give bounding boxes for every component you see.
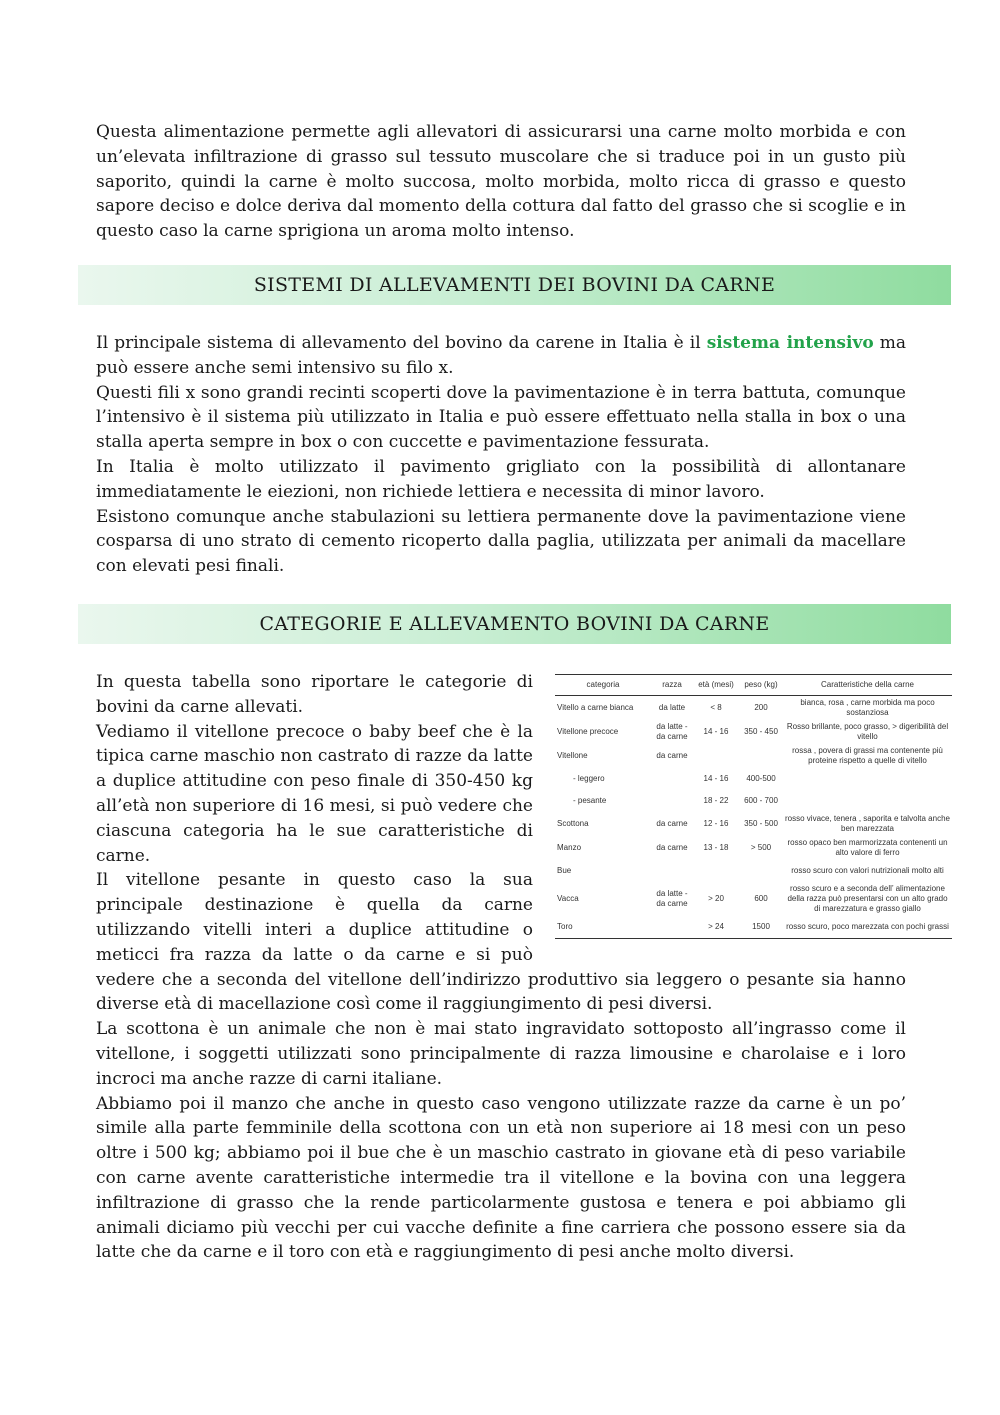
cell-peso: > 500 [750, 843, 772, 852]
cell-peso [739, 744, 783, 768]
cell-caratteristiche: bianca, rosa , carne morbida ma poco sostanziosa [800, 698, 935, 717]
cell-eta: 18 - 22 [703, 796, 729, 805]
cell-categoria: Scottona [557, 819, 589, 828]
cell-categoria: Manzo [557, 843, 582, 852]
section-heading-categorie-text: CATEGORIE E ALLEVAMENTO BOVINI DA CARNE [259, 613, 770, 635]
sistemi-paragraph-1 [96, 331, 906, 381]
cell-razza: da carne [656, 751, 688, 760]
header-eta: età (mesi) [693, 675, 739, 696]
table-row [555, 882, 952, 916]
cell-eta: 14 - 16 [703, 774, 729, 783]
cell-peso: 350 - 450 [744, 727, 778, 736]
table-row [555, 836, 952, 860]
sistemi-p1-end: ma può essere anche semi intensivo su filo x. [96, 333, 906, 378]
categories-table-wrapper [555, 674, 952, 939]
cell-eta: > 24 [693, 916, 739, 939]
cell-categoria: Vacca [557, 894, 579, 903]
cell-caratteristiche: rosso vivace, tenera , saporita e talvolta anche ben marezzata [785, 814, 950, 833]
header-peso: peso (kg) [739, 675, 783, 696]
intro-text: Questa alimentazione permette agli allevatori di assicurarsi una carne molto morbida e con un’elevata infiltrazione di grasso sul tessuto muscolare che si traduce poi in un gusto più saporito, quindi la carne è molto succosa, molto morbida, molto ricca di grasso e questo sapore deciso e dolce deriva dal momento della cottura dal fatto del grasso che si scoglie e in questo caso la carne sprigiona un aroma molto intenso. [96, 122, 906, 242]
cell-caratteristiche: rosso scuro e a seconda dell’ alimentazione della razza può presentarsi con un alto grado di marezzatura e grasso giallo [787, 884, 948, 913]
categorie-paragraph-3: Il vitellone pesante in questo caso la sua principale destinazione è quella da carne utilizzando vitelli interi a duplice attitudine o meticci fra razza da latte o da carne e si può vedere che a seconda del vitellone dell’indirizzo produttivo sia leggero o pesante sia hanno diverse età di macellazione così come il raggiungimento di pesi diversi. [96, 870, 906, 1015]
cell-eta: 13 - 18 [703, 843, 729, 852]
cell-razza: da carne [656, 819, 688, 828]
table-row [555, 860, 952, 882]
table-row [555, 768, 952, 790]
cell-peso: 1500 [739, 916, 783, 939]
table-row [555, 916, 952, 939]
table-row [555, 744, 952, 768]
cell-categoria: Vitello a carne bianca [557, 703, 634, 712]
categories-table [555, 674, 952, 939]
cell-peso [739, 860, 783, 882]
cell-caratteristiche: rossa , povera di grassi ma contenente più proteine rispetto a quelle di vitello [792, 746, 943, 765]
section-categorie-body [96, 670, 950, 1265]
cell-eta: < 8 [710, 703, 722, 712]
cell-eta: 12 - 16 [703, 819, 729, 828]
cell-categoria: - pesante [573, 796, 607, 805]
section-heading-sistemi [78, 265, 951, 305]
header-categoria: categoria [555, 675, 651, 696]
cell-caratteristiche: rosso scuro con valori nutrizionali molto alti [791, 866, 944, 875]
cell-categoria: Toro [555, 916, 651, 939]
cell-peso: 200 [754, 703, 768, 712]
cell-categoria: Bue [557, 866, 572, 875]
cell-eta: 14 - 16 [703, 727, 729, 736]
sistemi-paragraph-4: Esistono comunque anche stabulazioni su lettiera permanente dove la pavimentazione viene cosparsa di uno strato di cemento ricoperto dalla paglia, utilizzata per animali da macellare con elevati pesi finali. [96, 506, 906, 577]
cell-caratteristiche: Rosso brillante, poco grasso, > digeribilità del vitello [786, 722, 949, 741]
cell-categoria: Vitellone [557, 751, 588, 760]
section-heading-sistemi-text: SISTEMI DI ALLEVAMENTI DEI BOVINI DA CARNE [253, 274, 776, 296]
cell-eta [693, 744, 739, 768]
cell-caratteristiche [783, 790, 952, 812]
cell-peso: 600 - 700 [744, 796, 778, 805]
cell-razza: da latte - da carne [656, 722, 688, 741]
sistemi-p1-start: Il principale sistema di allevamento del bovino da carene in Italia è il [96, 333, 707, 353]
cell-eta [693, 860, 739, 882]
cell-categoria: - leggero [573, 774, 605, 783]
cell-razza: da latte - da carne [656, 889, 688, 908]
categorie-paragraph-4: La scottona è un animale che non è mai stato ingravidato sottoposto all’ingrasso come il vitellone, i soggetti utilizzati sono principalmente di razza limousine e charolaise e i loro incroci ma anche razze di carni italiane. [96, 1019, 906, 1089]
cell-peso: 600 [754, 894, 768, 903]
cell-peso: 350 - 500 [744, 819, 778, 828]
cell-razza [651, 916, 693, 939]
intro-paragraph [96, 120, 906, 244]
categorie-paragraph-2: Vediamo il vitellone precoce o baby beef che è la tipica carne maschio non castrato di razze da latte a duplice attitudine con peso finale di 350-450 kg all’età non superiore di 16 mesi, si può vedere che ciascuna categoria ha le sue caratteristiche di carne. [96, 721, 533, 866]
table-row [555, 696, 952, 721]
cell-categoria: Vitellone precoce [557, 727, 619, 736]
sistemi-paragraph-3: In Italia è molto utilizzato il pavimento grigliato con la possibilità di allontanare immediatamente le eiezioni, non richiede lettiera e necessita di minor lavoro. [96, 456, 906, 502]
categorie-paragraph-1: In questa tabella sono riportare le categorie di bovini da carne allevati. [96, 672, 533, 717]
table-row [555, 812, 952, 836]
section-heading-categorie [78, 604, 951, 644]
sistemi-paragraph-2: Questi fili x sono grandi recinti scoperti dove la pavimentazione è in terra battuta, comunque l’intensivo è il sistema più utilizzato in Italia e può essere effettuato nella stalla in box o una stalla aperta sempre in box o con cuccette e pavimentazione fessurata. [96, 382, 906, 453]
categorie-paragraph-5: Abbiamo poi il manzo che anche in questo caso vengono utilizzate razze da carne è un po’ simile alla parte femminile della scottona con un età non superiore ai 18 mesi con un peso oltre i 500 kg; abbiamo poi il bue che è un maschio castrato in giovane età di peso variabile con carne avente caratteristiche intermedie tra il vitellone e la bovina con una leggera infiltrazione di grasso che la rende particolarmente gustosa e tenera e poi abbiamo gli animali diciamo più vecchi per cui vacche definite a fine carriera che possono essere sia da latte che da carne e il toro con età e raggiungimento di pesi anche molto diversi. [96, 1093, 906, 1263]
cell-razza [651, 768, 693, 790]
cell-caratteristiche: rosso opaco ben marmorizzata contenenti un alto valore di ferro [787, 838, 948, 857]
header-caratteristiche: Caratteristiche della carne [783, 675, 952, 696]
table-row [555, 720, 952, 744]
cell-razza [651, 860, 693, 882]
cell-caratteristiche: rosso scuro, poco marezzata con pochi grassi [783, 916, 952, 939]
section-sistemi-body [96, 331, 906, 579]
sistema-intensivo-highlight: sistema intensivo [706, 333, 874, 353]
table-header-row [555, 675, 952, 696]
cell-razza: da carne [656, 843, 688, 852]
cell-razza: da latte [658, 703, 686, 712]
cell-razza [651, 790, 693, 812]
header-razza: razza [651, 675, 693, 696]
table-row [555, 790, 952, 812]
cell-caratteristiche [783, 768, 952, 790]
cell-peso: 400-500 [746, 774, 776, 783]
cell-eta: > 20 [708, 894, 724, 903]
